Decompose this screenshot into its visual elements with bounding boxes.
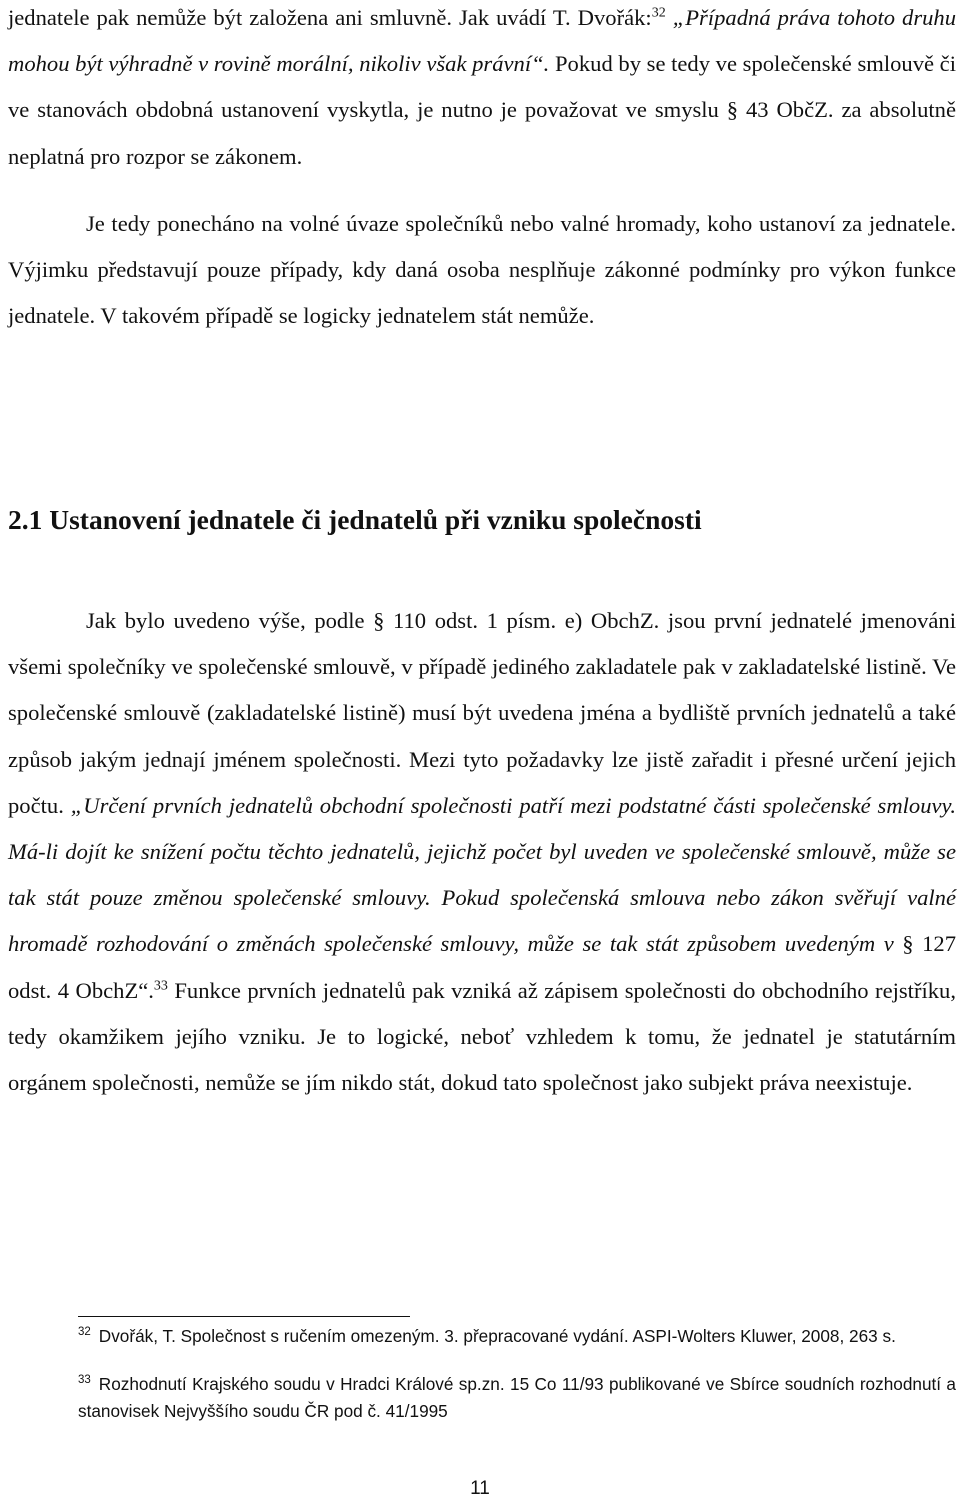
body-paragraph-1 — [8, 0, 956, 180]
footnote-text: Rozhodnutí Krajského soudu v Hradci Králové sp.zn. 15 Co 11/93 publikované ve Sbírce soudních rozhodnutí a stanovisek Nejvyššího soudu ČR pod č. 41/1995 — [78, 1373, 956, 1421]
body-paragraph-3 — [8, 598, 956, 1106]
footnote-text: Dvořák, T. Společnost s ručením omezeným. 3. přepracované vydání. ASPI-Wolters Kluwer, 2008, 263 s. — [98, 1326, 896, 1346]
page-number: 11 — [470, 1478, 490, 1499]
footnote-separator — [78, 1316, 410, 1317]
footnotes — [78, 1323, 956, 1426]
footnote-32 — [78, 1323, 956, 1351]
quotation: „Určení prvních jednatelů obchodní společnosti patří mezi podstatné části společenské smlouvy. Má-li dojít ke snížení počtu těchto jednatelů, jejichž počet byl uveden ve společenské smlouvě, může se tak stát pouze změnou společenské smlouvy. Pokud společenská smlouva nebo zákon svěřují valné hromadě rozhodování o změnách společenské smlouvy, může se tak stát způsobem uvedeným v — [8, 792, 956, 957]
paragraph-text: Jak bylo uvedeno výše, podle § 110 odst. 1 písm. e) ObchZ. jsou první jednatelé jmenováni všemi společníky ve společenské smlouvě, v případě jediného zakladatele pak v zakladatelské listině. Ve společenské smlouvě (zakladatelské listině) musí být uvedena jména a bydliště prvních jednatelů a také způsob jakým jednají jménem společnosti. Mezi tyto požadavky lze jistě zařadit i přesné určení jejich počtu. — [8, 608, 956, 818]
footnote-reference-32[interactable]: 32 — [651, 5, 666, 21]
footnote-number: 32 — [78, 1326, 91, 1339]
body-paragraph-2: Je tedy ponecháno na volné úvaze společníků nebo valné hromady, koho ustanoví za jednatele. Výjimku představují pouze případy, kdy daná osoba nesplňuje zákonné podmínky pro výkon funkce jednatele. V takovém případě se logicky jednatelem stát nemůže. — [8, 211, 956, 329]
paragraph-text: Funkce prvních jednatelů pak vzniká až zápisem společnosti do obchodního rejstříku, tedy okamžikem jejího vzniku. Je to logické, neboť vzhledem k tomu, že jednatel je statutárním orgánem společnosti, nemůže se jím nikdo stát, dokud tato společnost jako subjekt práva neexistuje. — [8, 977, 956, 1096]
footnote-reference-33[interactable]: 33 — [153, 978, 168, 994]
paragraph-text: Pokud by se tedy ve společenské smlouvě či ve stanovách obdobná ustanovení vyskytla, je nutno je považovat ve smyslu § 43 ObčZ. za absolutně neplatná pro rozpor se zákonem. — [8, 51, 956, 169]
paragraph-text: jednatele pak nemůže být založena ani smluvně. Jak uvádí T. Dvořák: — [8, 5, 652, 30]
quotation: „Případná práva tohoto druhu mohou být výhradně v rovině morální, nikoliv však právní“. — [8, 5, 957, 77]
paragraph-text: § 127 odst. 4 ObchZ“. — [8, 931, 956, 1003]
footnote-number: 33 — [78, 1373, 91, 1386]
footnote-33 — [78, 1371, 956, 1426]
section-heading: 2.1 Ustanovení jednatele či jednatelů při vzniku společnosti — [8, 504, 702, 535]
